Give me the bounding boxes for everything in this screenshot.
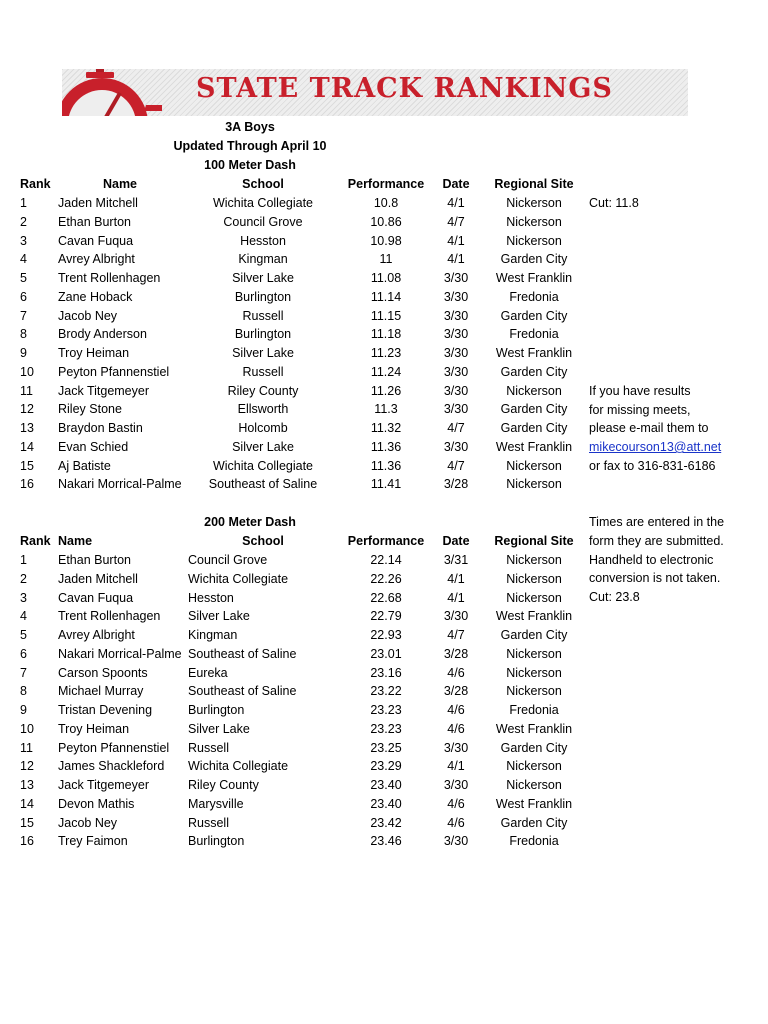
- regional-cell: West Franklin: [495, 346, 573, 360]
- date-cell: 3/30: [443, 778, 469, 792]
- school-cell: Kingman: [188, 628, 238, 642]
- name-cell: Troy Heiman: [58, 346, 130, 360]
- performance-cell: 11: [379, 252, 393, 266]
- regional-cell: West Franklin: [495, 440, 573, 454]
- regional-cell: Nickerson: [506, 234, 562, 248]
- col-date: Date: [442, 534, 470, 548]
- school-cell: Silver Lake: [188, 609, 250, 623]
- rank-cell: 8: [20, 327, 27, 341]
- regional-cell: Garden City: [500, 252, 568, 266]
- performance-cell: 23.23: [370, 722, 402, 736]
- date-cell: 3/30: [443, 309, 469, 323]
- performance-cell: 23.22: [370, 684, 402, 698]
- regional-cell: West Franklin: [495, 722, 573, 736]
- performance-cell: 11.3: [374, 402, 398, 416]
- date-cell: 3/28: [443, 684, 469, 698]
- school-cell: Holcomb: [238, 421, 288, 435]
- name-cell: Jack Titgemeyer: [58, 778, 150, 792]
- regional-cell: Garden City: [500, 421, 568, 435]
- note-results-1: If you have results: [589, 384, 691, 398]
- school-cell: Burlington: [234, 327, 292, 341]
- rank-cell: 2: [20, 572, 27, 586]
- rank-cell: 10: [20, 722, 34, 736]
- note-times-4: conversion is not taken.: [589, 571, 721, 585]
- rank-cell: 3: [20, 234, 27, 248]
- name-cell: Nakari Morrical-Palme: [58, 477, 182, 491]
- regional-cell: Fredonia: [509, 290, 559, 304]
- performance-cell: 10.86: [370, 215, 402, 229]
- note-times-1: Times are entered in the: [589, 515, 725, 529]
- regional-cell: Garden City: [500, 365, 568, 379]
- regional-cell: Nickerson: [506, 459, 562, 473]
- school-cell: Burlington: [234, 290, 292, 304]
- performance-cell: 23.23: [370, 703, 402, 717]
- rank-cell: 6: [20, 647, 27, 661]
- regional-cell: Garden City: [500, 816, 568, 830]
- rank-cell: 11: [20, 384, 33, 398]
- rank-cell: 14: [20, 797, 34, 811]
- regional-cell: Nickerson: [506, 572, 562, 586]
- regional-cell: Fredonia: [509, 834, 559, 848]
- school-cell: Wichita Collegiate: [188, 759, 289, 773]
- regional-cell: Nickerson: [506, 666, 562, 680]
- school-cell: Silver Lake: [232, 346, 294, 360]
- school-cell: Burlington: [188, 703, 245, 717]
- name-cell: James Shackleford: [58, 759, 165, 773]
- performance-cell: 23.01: [370, 647, 402, 661]
- regional-cell: Nickerson: [506, 684, 562, 698]
- performance-cell: 11.26: [370, 384, 402, 398]
- col-regional: Regional Site: [494, 177, 574, 191]
- date-cell: 4/6: [447, 797, 465, 811]
- date-cell: 3/30: [443, 346, 469, 360]
- cut-100m: Cut: 11.8: [589, 196, 639, 210]
- rank-cell: 11: [20, 741, 33, 755]
- col-name: Name: [58, 534, 93, 548]
- school-cell: Southeast of Saline: [188, 647, 297, 661]
- school-cell: Riley County: [227, 384, 299, 398]
- rank-cell: 9: [20, 346, 27, 360]
- name-cell: Jacob Ney: [58, 309, 118, 323]
- performance-cell: 22.26: [370, 572, 402, 586]
- rank-cell: 12: [20, 759, 34, 773]
- regional-cell: West Franklin: [495, 797, 573, 811]
- event-title-200m: 200 Meter Dash: [204, 515, 296, 529]
- date-cell: 4/6: [447, 816, 465, 830]
- regional-cell: Nickerson: [506, 477, 562, 491]
- rank-cell: 10: [20, 365, 34, 379]
- date-cell: 3/30: [443, 834, 469, 848]
- name-cell: Peyton Pfannenstiel: [58, 365, 170, 379]
- regional-cell: Garden City: [500, 741, 568, 755]
- date-cell: 3/30: [443, 609, 469, 623]
- name-cell: Jack Titgemeyer: [58, 384, 150, 398]
- school-cell: Riley County: [188, 778, 259, 792]
- name-cell: Troy Heiman: [58, 722, 130, 736]
- regional-cell: Nickerson: [506, 215, 562, 229]
- rank-cell: 5: [20, 271, 27, 285]
- school-cell: Silver Lake: [232, 440, 294, 454]
- date-cell: 3/30: [443, 741, 469, 755]
- name-cell: Cavan Fuqua: [58, 234, 134, 248]
- rank-cell: 5: [20, 628, 27, 642]
- name-cell: Avrey Albright: [58, 252, 135, 266]
- school-cell: Ellsworth: [237, 402, 289, 416]
- performance-cell: 23.40: [370, 778, 402, 792]
- updated-heading: Updated Through April 10: [173, 139, 327, 153]
- date-cell: 4/6: [447, 722, 465, 736]
- col-school: School: [242, 534, 284, 548]
- performance-cell: 10.98: [370, 234, 402, 248]
- rank-cell: 13: [20, 421, 34, 435]
- rank-cell: 7: [20, 666, 27, 680]
- regional-cell: Nickerson: [506, 647, 562, 661]
- rank-cell: 15: [20, 459, 34, 473]
- performance-cell: 23.42: [370, 816, 402, 830]
- performance-cell: 11.08: [370, 271, 402, 285]
- performance-cell: 23.25: [370, 741, 402, 755]
- rank-cell: 16: [20, 477, 34, 491]
- performance-cell: 11.36: [370, 440, 402, 454]
- rank-cell: 8: [20, 684, 27, 698]
- date-cell: 3/30: [443, 402, 469, 416]
- rank-cell: 9: [20, 703, 27, 717]
- regional-cell: West Franklin: [495, 271, 573, 285]
- performance-cell: 22.93: [370, 628, 402, 642]
- performance-cell: 11.15: [370, 309, 402, 323]
- name-cell: Jacob Ney: [58, 816, 118, 830]
- date-cell: 4/1: [447, 234, 465, 248]
- col-performance: Performance: [347, 534, 425, 548]
- performance-cell: 11.18: [370, 327, 402, 341]
- rank-cell: 4: [20, 252, 27, 266]
- school-cell: Russell: [242, 309, 284, 323]
- performance-cell: 23.46: [370, 834, 402, 848]
- name-cell: Michael Murray: [58, 684, 144, 698]
- date-cell: 4/1: [447, 196, 465, 210]
- note-results-2: for missing meets,: [589, 403, 691, 417]
- banner: [62, 69, 688, 116]
- school-cell: Eureka: [188, 666, 228, 680]
- name-cell: Ethan Burton: [58, 215, 131, 229]
- school-cell: Russell: [242, 365, 284, 379]
- date-cell: 3/30: [443, 365, 469, 379]
- name-cell: Jaden Mitchell: [58, 196, 138, 210]
- date-cell: 3/28: [443, 647, 469, 661]
- performance-cell: 11.24: [370, 365, 402, 379]
- date-cell: 4/7: [447, 628, 465, 642]
- school-cell: Hesston: [240, 234, 286, 248]
- date-cell: 4/7: [447, 215, 465, 229]
- stopwatch-icon: [62, 69, 162, 116]
- name-cell: Evan Schied: [58, 440, 129, 454]
- date-cell: 3/30: [443, 271, 469, 285]
- regional-cell: Nickerson: [506, 553, 562, 567]
- performance-cell: 22.79: [370, 609, 402, 623]
- date-cell: 4/6: [447, 666, 465, 680]
- school-cell: Burlington: [188, 834, 245, 848]
- performance-cell: 10.8: [373, 196, 399, 210]
- performance-cell: 23.40: [370, 797, 402, 811]
- performance-cell: 11.32: [370, 421, 402, 435]
- performance-cell: 11.23: [370, 346, 402, 360]
- name-cell: Aj Batiste: [58, 459, 111, 473]
- school-cell: Wichita Collegiate: [212, 196, 314, 210]
- date-cell: 4/1: [447, 572, 465, 586]
- rank-cell: 6: [20, 290, 27, 304]
- performance-cell: 11.36: [370, 459, 402, 473]
- performance-cell: 22.14: [370, 553, 402, 567]
- rank-cell: 15: [20, 816, 34, 830]
- date-cell: 3/30: [443, 440, 469, 454]
- col-rank: Rank: [20, 534, 51, 548]
- name-cell: Peyton Pfannenstiel: [58, 741, 170, 755]
- col-performance: Performance: [347, 177, 425, 191]
- school-cell: Southeast of Saline: [208, 477, 318, 491]
- name-cell: Trey Faimon: [58, 834, 128, 848]
- regional-cell: Garden City: [500, 309, 568, 323]
- note-results-3: please e-mail them to: [589, 421, 709, 435]
- name-cell: Jaden Mitchell: [58, 572, 138, 586]
- note-times-2: form they are submitted.: [589, 534, 724, 548]
- name-cell: Trent Rollenhagen: [58, 609, 161, 623]
- performance-cell: 11.41: [370, 477, 402, 491]
- rank-cell: 1: [20, 196, 27, 210]
- name-cell: Avrey Albright: [58, 628, 135, 642]
- name-cell: Devon Mathis: [58, 797, 135, 811]
- regional-cell: West Franklin: [495, 609, 573, 623]
- regional-cell: Garden City: [500, 402, 568, 416]
- name-cell: Brody Anderson: [58, 327, 147, 341]
- school-cell: Council Grove: [223, 215, 303, 229]
- school-cell: Kingman: [238, 252, 288, 266]
- school-cell: Hesston: [188, 591, 234, 605]
- rank-cell: 14: [20, 440, 34, 454]
- event-title-100m: 100 Meter Dash: [204, 158, 296, 172]
- school-cell: Silver Lake: [188, 722, 250, 736]
- rank-cell: 4: [20, 609, 27, 623]
- performance-cell: 23.16: [370, 666, 402, 680]
- date-cell: 4/1: [447, 252, 465, 266]
- name-cell: Ethan Burton: [58, 553, 131, 567]
- name-cell: Carson Spoonts: [58, 666, 148, 680]
- rank-cell: 2: [20, 215, 27, 229]
- school-cell: Russell: [188, 741, 229, 755]
- date-cell: 4/1: [447, 759, 465, 773]
- cut-200m: Cut: 23.8: [589, 590, 640, 604]
- name-cell: Cavan Fuqua: [58, 591, 134, 605]
- col-school: School: [242, 177, 284, 191]
- col-regional: Regional Site: [494, 534, 574, 548]
- col-name: Name: [102, 177, 138, 191]
- note-times-3: Handheld to electronic: [589, 553, 714, 567]
- name-cell: Nakari Morrical-Palme: [58, 647, 182, 661]
- name-cell: Braydon Bastin: [58, 421, 143, 435]
- school-cell: Wichita Collegiate: [212, 459, 314, 473]
- regional-cell: Nickerson: [506, 759, 562, 773]
- rank-cell: 12: [20, 402, 34, 416]
- date-cell: 4/1: [447, 591, 465, 605]
- date-cell: 4/7: [447, 459, 465, 473]
- regional-cell: Fredonia: [509, 327, 559, 341]
- name-cell: Riley Stone: [58, 402, 122, 416]
- regional-cell: Garden City: [500, 628, 568, 642]
- fax-note: or fax to 316-831-6186: [589, 459, 716, 473]
- regional-cell: Nickerson: [506, 196, 562, 210]
- school-cell: Southeast of Saline: [188, 684, 297, 698]
- name-cell: Tristan Devening: [58, 703, 153, 717]
- school-cell: Russell: [188, 816, 229, 830]
- name-cell: Trent Rollenhagen: [58, 271, 161, 285]
- rank-cell: 13: [20, 778, 34, 792]
- col-date: Date: [442, 177, 470, 191]
- performance-cell: 11.14: [370, 290, 402, 304]
- date-cell: 3/30: [443, 327, 469, 341]
- regional-cell: Fredonia: [509, 703, 559, 717]
- email-link[interactable]: mikecourson13@att.net: [589, 440, 722, 454]
- school-cell: Silver Lake: [232, 271, 294, 285]
- regional-cell: Nickerson: [506, 384, 562, 398]
- performance-cell: 22.68: [370, 591, 402, 605]
- name-cell: Zane Hoback: [58, 290, 133, 304]
- rank-cell: 16: [20, 834, 34, 848]
- col-rank: Rank: [20, 177, 51, 191]
- date-cell: 3/31: [443, 553, 469, 567]
- regional-cell: Nickerson: [506, 591, 562, 605]
- date-cell: 3/30: [443, 384, 469, 398]
- rank-cell: 3: [20, 591, 27, 605]
- page-title: STATE TRACK RANKINGS: [196, 73, 613, 104]
- rank-cell: 7: [20, 309, 27, 323]
- school-cell: Marysville: [188, 797, 244, 811]
- rank-cell: 1: [20, 553, 27, 567]
- date-cell: 4/7: [447, 421, 465, 435]
- school-cell: Wichita Collegiate: [188, 572, 289, 586]
- date-cell: 4/6: [447, 703, 465, 717]
- school-cell: Council Grove: [188, 553, 268, 567]
- regional-cell: Nickerson: [506, 778, 562, 792]
- division-heading: 3A Boys: [225, 120, 275, 134]
- performance-cell: 23.29: [370, 759, 402, 773]
- date-cell: 3/28: [443, 477, 469, 491]
- date-cell: 3/30: [443, 290, 469, 304]
